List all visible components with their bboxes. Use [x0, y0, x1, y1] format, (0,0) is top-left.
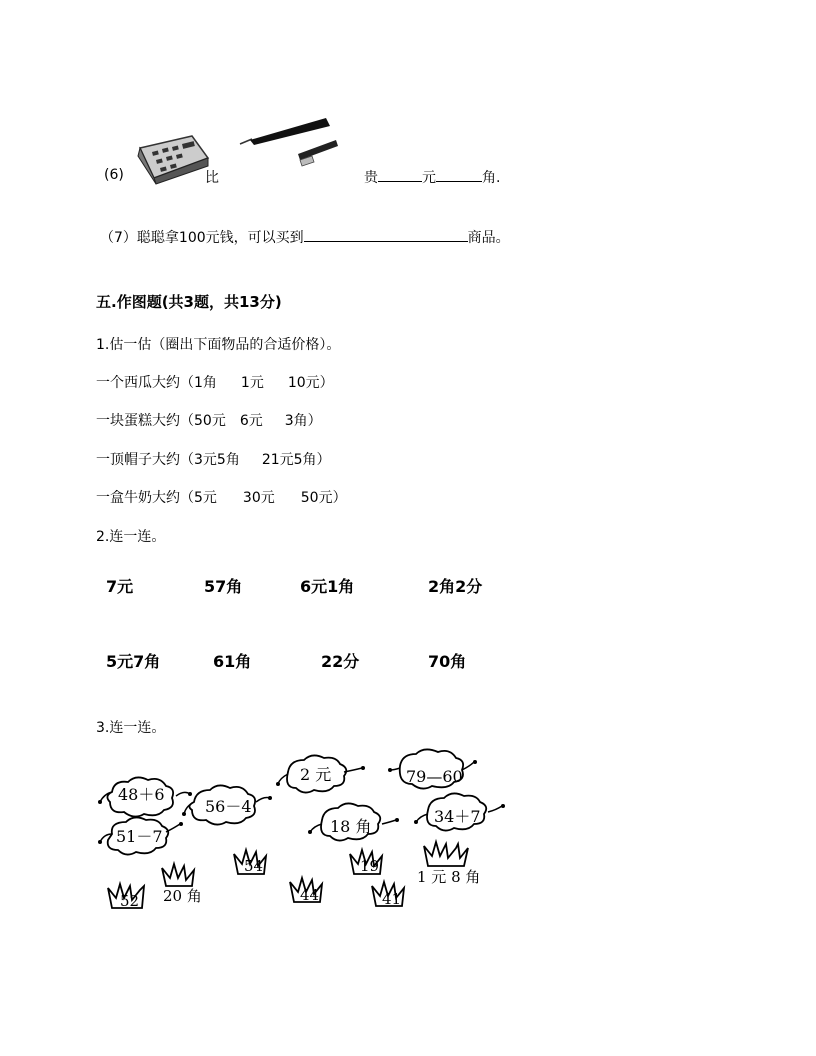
p3-figure — [0, 740, 816, 940]
grass-tuft[interactable] — [234, 850, 266, 875]
q6-more-expensive: 贵 — [364, 170, 378, 186]
grass-tuft[interactable] — [108, 884, 144, 910]
p3-title: 3.连一连。 — [96, 720, 166, 736]
q7-line — [100, 227, 510, 247]
q7-blank[interactable] — [304, 227, 468, 242]
option[interactable]: 50元 — [194, 413, 226, 429]
cloud-shape[interactable] — [308, 803, 399, 840]
option[interactable]: 1角 — [194, 375, 217, 391]
cloud-label: 34＋7 — [434, 807, 481, 826]
p2-top-item[interactable]: 6元1角 — [300, 577, 355, 596]
calculator-icon — [132, 130, 210, 186]
option[interactable]: 21元5角） — [261, 452, 331, 468]
q6-answer — [364, 167, 500, 187]
p2-top-item[interactable]: 7元 — [106, 577, 134, 596]
q6-yuan-unit: 元 — [422, 170, 436, 186]
option[interactable]: 30元 — [242, 490, 275, 506]
cloud-shape[interactable] — [182, 785, 272, 824]
cloud-shape[interactable] — [98, 777, 192, 816]
p3-label: 1 元 8 角 — [417, 868, 481, 886]
option[interactable]: 6元 — [239, 413, 263, 429]
cloud-shape[interactable] — [414, 793, 505, 830]
grass-tuft[interactable] — [290, 878, 322, 904]
section-title: 五.作图题(共3题，共13分) — [96, 293, 282, 311]
p1-row — [96, 487, 347, 507]
yuan-blank[interactable] — [378, 167, 422, 182]
grass-label: 41 — [382, 890, 402, 908]
cloud-label: 48＋6 — [118, 785, 165, 804]
cloud-label: 79—60 — [406, 767, 463, 786]
cloud-shape[interactable] — [388, 749, 477, 788]
grass-label: 19 — [360, 857, 380, 875]
row-item: 一盒牛奶大约（ — [96, 490, 194, 506]
cloud-label: 18 角 — [330, 817, 372, 836]
q6-number: (6) — [104, 167, 124, 183]
option[interactable]: 5元 — [194, 490, 217, 506]
p2-bottom-item[interactable]: 70角 — [428, 652, 467, 671]
grass-tuft[interactable] — [372, 882, 404, 908]
q7-end: 商品。 — [467, 230, 510, 246]
p3-label: 20 角 — [163, 887, 202, 905]
pen-icon — [232, 112, 342, 168]
p1-title: 1.估一估（圈出下面物品的合适价格）。 — [96, 337, 341, 353]
grass-tuft[interactable] — [162, 864, 194, 886]
p2-bottom-item[interactable]: 61角 — [213, 652, 252, 671]
p2-top-item[interactable]: 57角 — [204, 577, 243, 596]
cloud-shape[interactable] — [98, 817, 183, 854]
p1-row — [96, 449, 331, 469]
cloud-label: 2 元 — [300, 765, 332, 784]
p1-row — [96, 410, 322, 430]
q6-jiao-unit: 角. — [482, 170, 501, 186]
q6-compare: 比 — [205, 170, 219, 186]
p2-top-item[interactable]: 2角2分 — [428, 577, 483, 596]
option[interactable]: 3元5角 — [194, 452, 240, 468]
p2-bottom-item[interactable]: 5元7角 — [106, 652, 161, 671]
q7-text: （7）聪聪拿100元钱，可以买到 — [100, 230, 304, 246]
grass-label: 44 — [300, 886, 320, 904]
row-item: 一顶帽子大约（ — [96, 452, 194, 468]
p2-title: 2.连一连。 — [96, 529, 166, 545]
option[interactable]: 3角） — [284, 413, 322, 429]
option[interactable]: 50元） — [300, 490, 347, 506]
jiao-blank[interactable] — [436, 167, 482, 182]
p1-row — [96, 372, 334, 392]
grass-label: 54 — [244, 857, 264, 875]
grass-label: 52 — [120, 892, 140, 910]
cloud-shape[interactable] — [276, 755, 365, 792]
cloud-label: 51－7 — [116, 827, 163, 846]
row-item: 一块蛋糕大约（ — [96, 413, 194, 429]
cloud-label: 56－4 — [205, 797, 252, 816]
row-item: 一个西瓜大约（ — [96, 375, 194, 391]
option[interactable]: 10元） — [287, 375, 334, 391]
grass-tuft[interactable] — [424, 842, 468, 866]
grass-tuft[interactable] — [350, 850, 382, 875]
p2-bottom-item[interactable]: 22分 — [321, 652, 360, 671]
option[interactable]: 1元 — [240, 375, 264, 391]
